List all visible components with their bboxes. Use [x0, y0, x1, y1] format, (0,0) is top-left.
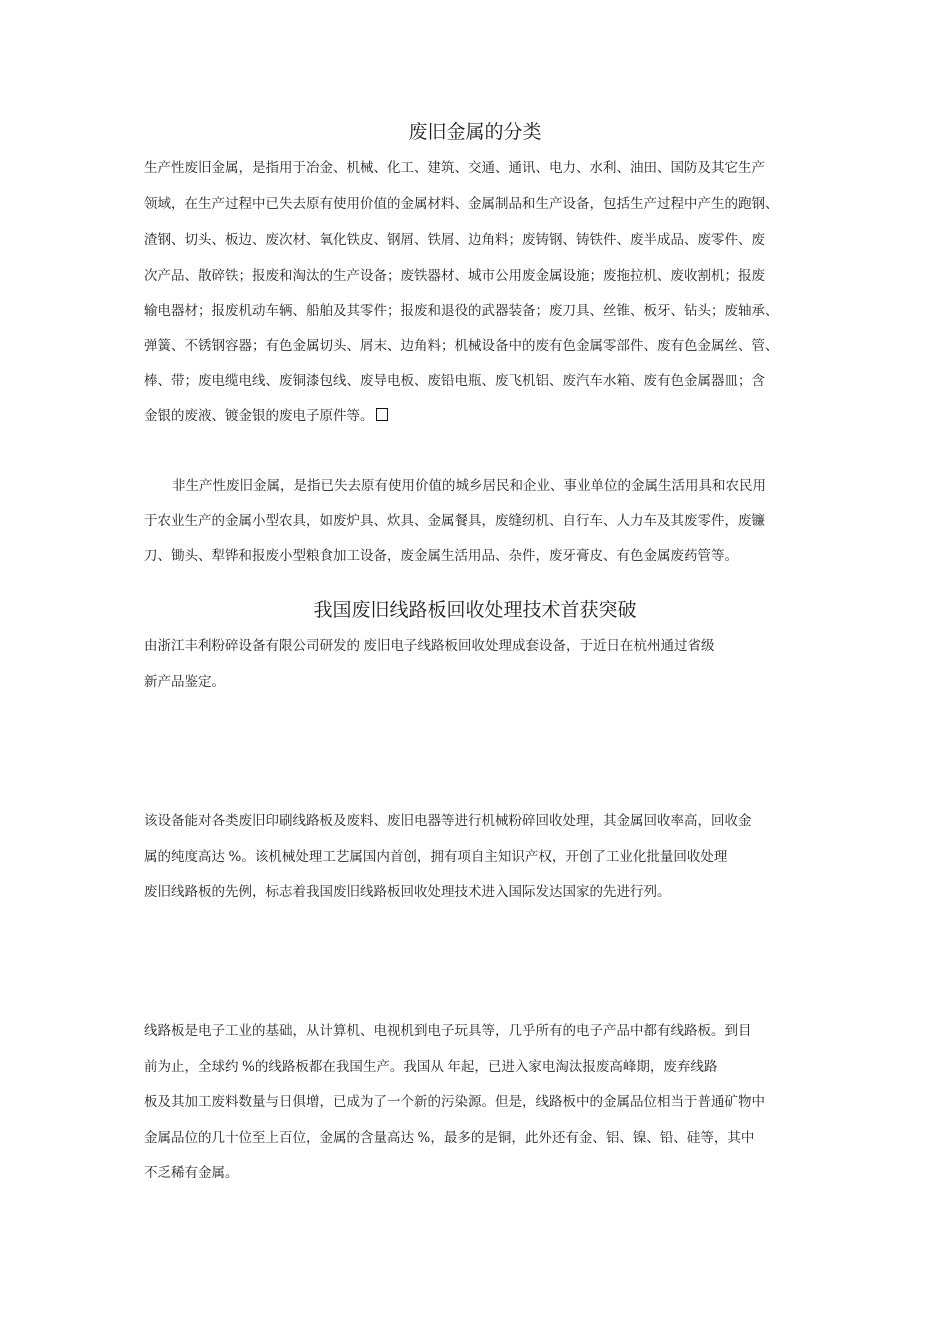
paragraph-line: 线路板是电子工业的基础，从计算机、电视机到电子玩具等，几乎所有的电子产品中都有线路板。到目 — [144, 1023, 752, 1039]
line-part: 废旧电子线路板回收处理成套设备，于近日在杭州通过省级 — [363, 638, 715, 654]
paragraph-line: 于农业生产的金属小型农具，如废炉具、炊具、金属餐具，废缝纫机、自行车、人力车及其废零件，废镰 — [144, 513, 765, 529]
line-part: 项自主知识产权，开创了工业化批量回收处理 — [457, 849, 728, 865]
paragraph-line — [144, 636, 715, 657]
paragraph-line — [144, 847, 727, 868]
line-part: 属的纯度高达 — [144, 849, 225, 865]
paragraph-line: 废旧线路板的先例，标志着我国废旧线路板回收处理技术进入国际发达国家的先进行列。 — [144, 884, 671, 900]
paragraph-line — [144, 1057, 717, 1078]
paragraph-line: 该设备能对各类废旧印刷线路板及废料、废旧电器等进行机械粉碎回收处理，其金属回收率高，回收金 — [144, 813, 752, 829]
paragraph-line: 非生产性废旧金属，是指已失去原有使用价值的城乡居民和企业、事业单位的金属生活用具和农民用 — [172, 478, 766, 494]
paragraph-line — [144, 406, 390, 427]
paragraph-line — [144, 1128, 754, 1149]
paragraph-line — [144, 546, 738, 567]
line-part: 金属品位的几十位至上百位，金属的含量高达 — [144, 1130, 414, 1146]
paragraph-line: 领域，在生产过程中已失去原有使用价值的金属材料、金属制品和生产设备，包括生产过程中产生的跑钢、 — [144, 196, 779, 212]
line-part: 由浙江丰利粉碎设备有限公司研发的 — [144, 638, 360, 654]
paragraph-line: 渣钢、切头、板边、废次材、氧化铁皮、钢屑、铁屑、边角料；废铸钢、铸铁件、废半成品、废零件、废 — [144, 232, 765, 248]
paragraph-line: 新产品鉴定。 — [144, 674, 225, 690]
paragraph-line: 输电器材；报废机动车辆、船舶及其零件；报废和退役的武器装备；废刀具、丝锥、板牙、钻头；废轴承、 — [144, 303, 779, 319]
paragraph-line: 板及其加工废料数量与日俱增，已成为了一个新的污染源。但是，线路板中的金属品位相当于普通矿物中 — [144, 1094, 765, 1110]
line-part: 前为止，全球约 — [144, 1059, 239, 1075]
paragraph-line-text: 刀、锄头、犁铧和报废小型粮食加工设备，废金属生活用品、杂件，废牙膏皮、有色金属废药管等。 — [144, 548, 738, 564]
section2-title: 我国废旧线路板回收处理技术首获突破 — [313, 599, 637, 621]
line-part: 年起，已进入家电淘汰报废高峰期，废弃线路 — [447, 1059, 718, 1075]
paragraph-line: 棒、带；废电缆电线、废铜漆包线、废导电板、废铅电瓶、废飞机铝、废汽车水箱、废有色金属器皿；含 — [144, 373, 765, 389]
section1-title: 废旧金属的分类 — [408, 121, 542, 143]
paragraph-line: 不乏稀有金属。 — [144, 1165, 239, 1181]
paragraph-line: 弹簧、不锈钢容器；有色金属切头、屑末、边角料；机械设备中的废有色金属零部件、废有色金属丝、管、 — [144, 338, 779, 354]
line-part: %的线路板都在我国生产。我国从 — [242, 1059, 444, 1075]
paragraph-line: 次产品、散碎铁；报废和淘汰的生产设备；废铁器材、城市公用废金属设施；废拖拉机、废收割机；报废 — [144, 268, 765, 284]
missing-glyph-box-icon — [376, 408, 388, 421]
line-part: %。该机械处理工艺属国内首创，拥有 — [228, 849, 458, 865]
line-part: %，最多的是铜，此外还有金、铝、镍、铅、硅等，其中 — [417, 1130, 755, 1146]
paragraph-line: 生产性废旧金属，是指用于冶金、机械、化工、建筑、交通、通讯、电力、水利、油田、国防及其它生产 — [144, 160, 765, 176]
paragraph-line-text: 金银的废液、镀金银的废电子原件等。 — [144, 408, 374, 424]
